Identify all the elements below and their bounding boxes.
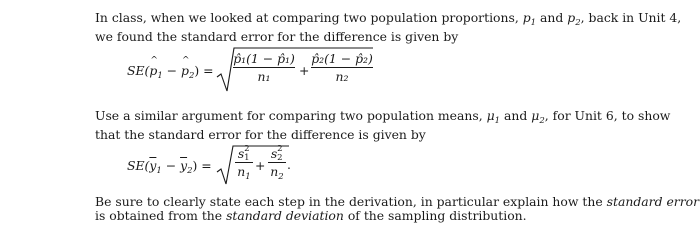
intro-paragraph (95, 10, 682, 44)
means-and: and (500, 108, 532, 123)
intro-text-b: , back in Unit 4, (580, 10, 682, 25)
mu1-symbol: $\mu_1$ (486, 108, 501, 126)
fraction-bar (233, 67, 295, 68)
formula1-lhs: SE(^ $p_1$ − ^ $p_2$) = (127, 63, 214, 81)
means-paragraph (95, 109, 675, 142)
fraction-s2 (268, 144, 286, 184)
fraction-s1-numerator: s 2 1 (237, 144, 250, 163)
fraction-p2-denominator: n₂ (335, 69, 349, 84)
instructions-line-2 (95, 209, 675, 223)
instructions-text-c: of the sampling distribution. (343, 208, 527, 223)
means-text-a: Use a similar argument for comparing two population means, (95, 108, 487, 123)
instructions-line-1 (95, 194, 700, 209)
standard-deviation-emphasis: standard deviation (226, 208, 344, 223)
means-text-b: , for Unit 6, to show (544, 108, 671, 123)
plus-sign: + (255, 158, 266, 173)
fraction-s1-denominator: $n_1$ (237, 164, 251, 182)
intro-and: and (536, 10, 568, 25)
plus-sign: + (299, 63, 310, 78)
fraction-s2-numerator: s 2 2 (270, 144, 283, 163)
means-line-2: that the standard error for the difference is given by (95, 127, 426, 142)
instructions-paragraph (95, 194, 700, 223)
fraction-p1-numerator: p̂₁(1 − p̂₁) (233, 51, 295, 66)
fraction-s1 (235, 144, 253, 184)
intro-line-2: we found the standard error for the difference is given by (95, 29, 459, 44)
formula-period: . (287, 157, 291, 172)
fraction-s2-denominator: $n_2$ (270, 164, 284, 182)
fraction-p1-denominator: n₁ (257, 69, 271, 84)
fraction-p2-numerator: p̂₂(1 − p̂₂) (311, 51, 373, 66)
intro-text-a: In class, when we looked at comparing two population proportions, (95, 10, 523, 25)
p2-symbol: $p_2$ (567, 10, 581, 28)
intro-line-1 (95, 10, 682, 30)
formula2-lhs: $SE(y_1 - y_2)$ = (127, 158, 212, 176)
instructions-text-a: Be sure to clearly state each step in the derivation, in particular explain how the (95, 194, 607, 209)
fraction-bar (311, 67, 373, 68)
p1-symbol: $p_1$ (522, 10, 537, 28)
fraction-p1 (233, 52, 295, 83)
standard-error-emphasis: standard error (606, 194, 700, 209)
means-line-1 (95, 109, 675, 128)
fraction-p2 (311, 52, 373, 83)
instructions-text-b: is obtained from the (95, 208, 227, 223)
mu2-symbol: $\mu_2$ (531, 108, 545, 126)
